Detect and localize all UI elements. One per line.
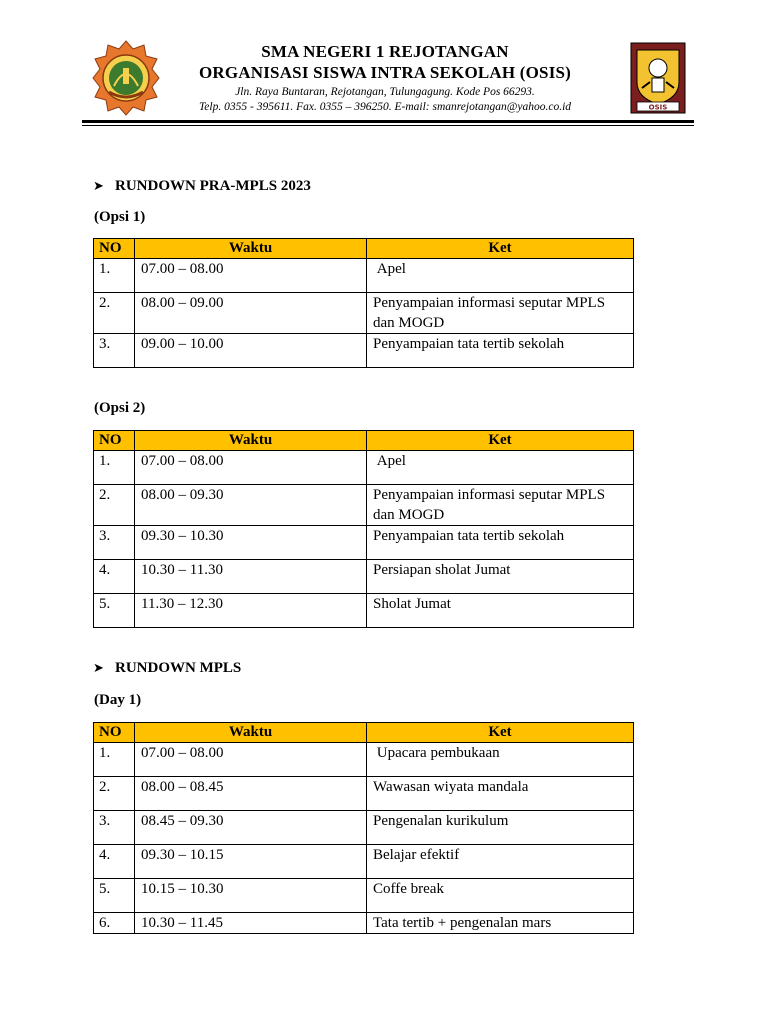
row-time: 07.00 – 08.00 bbox=[135, 743, 367, 777]
row-description: Tata tertib + pengenalan mars bbox=[367, 913, 634, 934]
column-header-waktu: Waktu bbox=[135, 239, 367, 259]
osis-emblem-logo bbox=[630, 42, 686, 114]
row-number: 2. bbox=[94, 485, 135, 526]
row-description: Penyampaian informasi seputar MPLS dan MOGD bbox=[367, 485, 634, 526]
column-header-no: NO bbox=[94, 431, 135, 451]
rundown-table-opsi-2 bbox=[93, 430, 634, 628]
row-number: 3. bbox=[94, 526, 135, 560]
row-number: 6. bbox=[94, 913, 135, 934]
row-number: 1. bbox=[94, 743, 135, 777]
row-time: 10.30 – 11.30 bbox=[135, 560, 367, 594]
rundown-table-day-1 bbox=[93, 722, 634, 934]
row-description: Penyampaian tata tertib sekolah bbox=[367, 334, 634, 368]
table-row bbox=[94, 913, 634, 934]
rundown-table-opsi-1 bbox=[93, 238, 634, 368]
row-description: Belajar efektif bbox=[367, 845, 634, 879]
table-header-row bbox=[94, 239, 634, 259]
row-time: 08.00 – 09.30 bbox=[135, 485, 367, 526]
table-row bbox=[94, 560, 634, 594]
table-row bbox=[94, 879, 634, 913]
table-header-row bbox=[94, 723, 634, 743]
table-row bbox=[94, 485, 634, 526]
section-title: RUNDOWN PRA-MPLS 2023 bbox=[115, 178, 311, 194]
row-number: 4. bbox=[94, 560, 135, 594]
column-header-ket: Ket bbox=[367, 239, 634, 259]
column-header-no: NO bbox=[94, 723, 135, 743]
table-row bbox=[94, 777, 634, 811]
arrow-bullet-icon: ➤ bbox=[93, 661, 104, 676]
row-number: 2. bbox=[94, 293, 135, 334]
column-header-waktu: Waktu bbox=[135, 431, 367, 451]
row-time: 07.00 – 08.00 bbox=[135, 259, 367, 293]
row-description: Upacara pembukaan bbox=[367, 743, 634, 777]
row-time: 07.00 – 08.00 bbox=[135, 451, 367, 485]
column-header-no: NO bbox=[94, 239, 135, 259]
section-title: RUNDOWN MPLS bbox=[115, 660, 242, 676]
section-heading-mpls bbox=[93, 660, 241, 677]
row-description: Penyampaian informasi seputar MPLS dan MOGD bbox=[367, 293, 634, 334]
table-row bbox=[94, 259, 634, 293]
table-row bbox=[94, 811, 634, 845]
organization-name: ORGANISASI SISWA INTRA SEKOLAH (OSIS) bbox=[198, 63, 572, 82]
row-description: Penyampaian tata tertib sekolah bbox=[367, 526, 634, 560]
row-description: Apel bbox=[367, 451, 634, 485]
column-header-waktu: Waktu bbox=[135, 723, 367, 743]
row-time: 11.30 – 12.30 bbox=[135, 594, 367, 628]
row-number: 5. bbox=[94, 879, 135, 913]
column-header-ket: Ket bbox=[367, 723, 634, 743]
option-2-label: (Opsi 2) bbox=[94, 400, 146, 416]
row-description: Pengenalan kurikulum bbox=[367, 811, 634, 845]
row-description: Coffe break bbox=[367, 879, 634, 913]
table-row bbox=[94, 293, 634, 334]
row-time: 10.15 – 10.30 bbox=[135, 879, 367, 913]
row-time: 09.00 – 10.00 bbox=[135, 334, 367, 368]
row-description: Persiapan sholat Jumat bbox=[367, 560, 634, 594]
letterhead-rule-thick bbox=[82, 120, 694, 123]
letterhead-rule-thin bbox=[82, 125, 694, 126]
row-time: 08.00 – 09.00 bbox=[135, 293, 367, 334]
row-description: Wawasan wiyata mandala bbox=[367, 777, 634, 811]
option-1-label: (Opsi 1) bbox=[94, 209, 146, 225]
day-1-label: (Day 1) bbox=[94, 692, 142, 708]
school-contact: Telp. 0355 - 395611. Fax. 0355 – 396250. E-mail: smanrejotangan@yahoo.co.id bbox=[198, 101, 572, 113]
table-row bbox=[94, 526, 634, 560]
school-emblem-logo bbox=[92, 40, 160, 116]
letterhead-text bbox=[165, 42, 605, 115]
letterhead bbox=[0, 0, 768, 130]
osis-logo-text: OSIS bbox=[648, 103, 668, 112]
row-time: 09.30 – 10.30 bbox=[135, 526, 367, 560]
table-row bbox=[94, 334, 634, 368]
table-row bbox=[94, 451, 634, 485]
table-row bbox=[94, 743, 634, 777]
row-time: 08.45 – 09.30 bbox=[135, 811, 367, 845]
row-time: 10.30 – 11.45 bbox=[135, 913, 367, 934]
column-header-ket: Ket bbox=[367, 431, 634, 451]
row-time: 08.00 – 08.45 bbox=[135, 777, 367, 811]
row-number: 3. bbox=[94, 811, 135, 845]
row-number: 5. bbox=[94, 594, 135, 628]
school-name: SMA NEGERI 1 REJOTANGAN bbox=[261, 42, 509, 61]
school-address: Jln. Raya Buntaran, Rejotangan, Tulungagung. Kode Pos 66293. bbox=[235, 86, 535, 98]
section-heading-pra-mpls bbox=[93, 178, 311, 195]
row-number: 1. bbox=[94, 259, 135, 293]
arrow-bullet-icon: ➤ bbox=[93, 179, 104, 194]
table-row bbox=[94, 594, 634, 628]
table-row bbox=[94, 845, 634, 879]
row-description: Apel bbox=[367, 259, 634, 293]
table-header-row bbox=[94, 431, 634, 451]
row-number: 2. bbox=[94, 777, 135, 811]
row-time: 09.30 – 10.15 bbox=[135, 845, 367, 879]
row-description: Sholat Jumat bbox=[367, 594, 634, 628]
row-number: 4. bbox=[94, 845, 135, 879]
row-number: 1. bbox=[94, 451, 135, 485]
row-number: 3. bbox=[94, 334, 135, 368]
